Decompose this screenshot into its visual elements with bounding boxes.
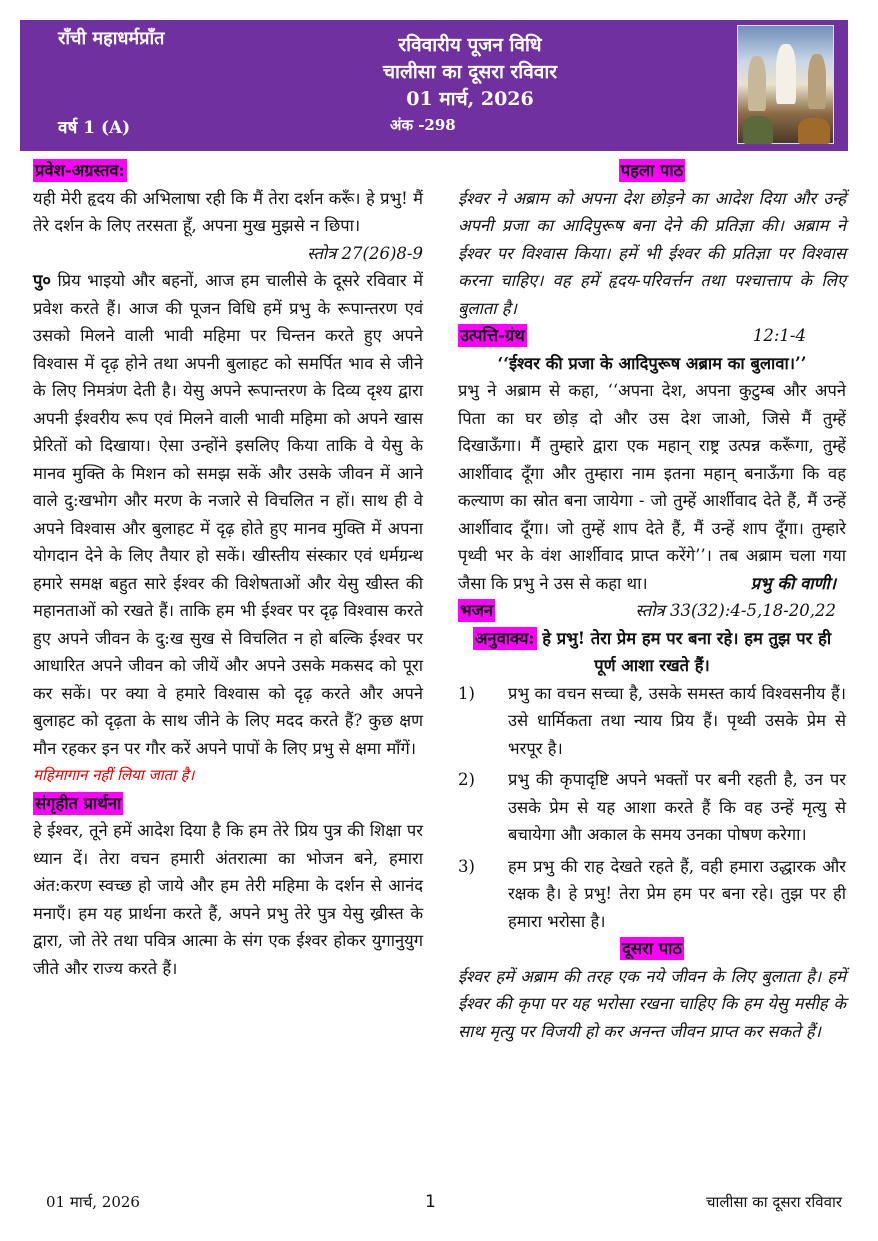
priest-label: पु०	[33, 271, 51, 290]
reading-title: ‘‘ईश्वर की प्रजा के आदिपुरूष अब्राम का बुलावा।’’	[497, 353, 807, 373]
response-label: अनुवाक्य:	[474, 628, 535, 648]
verse-text: हम प्रभु की राह देखते रहते हैं, वही हमारा उद्धारक और रक्षक है। हे प्रभु! तेरा प्रेम हम पर बना रहे। तुझ पर ही हमारा भरोसा है।	[508, 856, 846, 931]
masthead	[20, 20, 848, 151]
footer-date: 01 मार्च, 2026	[46, 1193, 140, 1211]
left-column	[33, 157, 423, 982]
verse-number: 2)	[458, 770, 475, 789]
introduction	[33, 267, 423, 762]
verse-text: प्रभु की कृपादृष्टि अपने भक्तों पर बनी रहती है, उन पर उसके प्रेम से यह आशा करते हैं कि वह उन्हें मृत्यु से बचायेगा औा अकाल के समय उनका पोषण करेगा।	[508, 770, 846, 844]
publication-title: रविवारीय पूजन विधि	[398, 34, 542, 56]
reading-text	[458, 377, 846, 597]
collect-text: हे ईश्वर, तूने हमें आदेश दिया है कि हम तेरे प्रिय पुत्र की शिक्षा पर ध्यान दें। तेरा वचन हमारी अंतरात्मा का भोजन बने, हमारा अंत:करण स्वच्छ हो जाये और हम तेरी महिमा के दर्शन से आनंद मनाएँ। हम यह प्रार्थना करते हैं, अपने प्रभु तेरे पुत्र येसु ख्रीस्त के द्वारा, जो तेरे तथा पवित्र आत्मा के संग एक ईश्वर होकर युगानुयुग जीते और राज्य करते हैं।	[33, 821, 423, 978]
psalm-verses	[458, 680, 846, 936]
second-reading-heading: दूसरा पाठ	[622, 939, 682, 958]
verse-number: 3)	[458, 856, 475, 876]
right-column	[458, 157, 846, 1045]
psalm-verse	[458, 853, 846, 936]
collect-heading: संगृहीत प्रार्थना	[35, 793, 122, 813]
entrance-ref: स्तोत्र 27(26)8-9	[307, 243, 423, 263]
page-number: 1	[425, 1192, 436, 1212]
issue-date: 01 मार्च, 2026	[406, 88, 534, 110]
footer-title: चालीसा का दूसरा रविवार	[705, 1193, 842, 1211]
gloria-note: महिमागान नहीं लिया जाता है।	[33, 766, 195, 784]
psalm-ref: स्तोत्र 33(32):4-5,18-20,22	[635, 601, 836, 620]
issue-number: अंक -298	[390, 116, 456, 134]
entrance-antiphon-heading: प्रवेश-अग्रस्तव:	[35, 161, 125, 180]
masthead-titles	[320, 32, 620, 113]
book-heading: उत्पत्ति-ग्रंथ	[460, 326, 525, 345]
psalm-verse	[458, 680, 846, 763]
psalm-verse	[458, 766, 846, 849]
transfiguration-image	[737, 25, 834, 144]
reading-body: प्रभु ने अब्राम से कहा, ‘‘अपना देश, अपना कुटुम्ब और अपने पिता का घर छोड़ दो और उस देश जाओ, जिसे मैं तुम्हें दिखाऊँगा। मैं तुम्हारे द्वारा एक महान् राष्ट्र उत्पन्न करूँगा, तुम्हें आर्शीवाद दूँगा और तुम्हारा नाम इतना महान् बनाऊँगा कि वह कल्याण का स्रोत बना जायेगा - जो तुम्हें आर्शीवाद देते हैं, मैं उन्हें आर्शीवाद दूँगा। जो तुम्हें शाप देते हैं, मैं उन्हें शाप दूँगा। तुम्हारे पृथ्वी भर के वंश आर्शीवाद प्राप्त करेंगे’’। तब अब्राम चला गया जैसा कि प्रभु ने उस से कहा था।	[458, 381, 846, 593]
introduction-text: प्रिय भाइयो और बहनों, आज हम चालीसे के दूसरे रविवार में प्रवेश करते हैं। आज की पूजन विधि हमें प्रभु के रूपान्तरण एवं उसको मिलने वाली भावी महिमा पर चिन्तन करते हुए अपने विश्वास में दृढ़ होने तथा अपनी बुलाहट को समर्पित भाव से जीने के लिए निमत्रंण देती है। येसु अपने रूपान्तरण के दिव्य दृश्य द्वारा अपनी ईश्वरीय रूप एवं मिलने वाली भावी महिमा को अपने खास प्रेरितों को दिखाया। ऐसा उन्होंने इसलिए किया ताकि वे येसु के मानव मुक्ति के मिशन को समझ सकें और उसके जीवन में आने वाले दु:खभोग और मरण के नजारे से विचलित न हों। साथ ही वे अपने विश्वास और बुलाहट में दृढ़ होते हुए मानव मुक्ति में अपना योगदान देने के लिए तैयार हो सकें। खीस्तीय संस्कार एवं धर्मग्रन्थ हमारे समक्ष बहुत सारे ईश्वर की विशेषताओं और येसु खीस्त की महानताओं को रखते हैं। ताकि हम भी ईश्वर पर दृढ़ विश्वास करते हुए अपने जीवन के दु:ख सुख से विचलित न हो बल्कि ईश्वर पर आधारित अपने जीवन को जीयें और अपने उसके मकसद को पूरा कर सकें। पर क्या वे हमारे विश्वास को दृढ़ करते और अपने बुलाहट को दृढ़ता के साथ जीने के लिए मदद करते हैं? कुछ क्षण मौन रहकर इन पर गौर करें अपने पापों के लिए प्रभु से क्षमा माँगें।	[33, 271, 423, 758]
psalm-heading: भजन	[460, 601, 493, 620]
word-of-lord: प्रभु की वाणी।	[750, 573, 836, 593]
psalm-response	[458, 625, 846, 680]
diocese-name: राँची महाधर्मप्राँत	[58, 28, 165, 49]
verse-number: 1)	[458, 683, 475, 703]
first-reading-heading: पहला पाठ	[620, 161, 684, 180]
entrance-antiphon-text	[33, 185, 423, 263]
entrance-text: यही मेरी हृदय की अभिलाषा रही कि मैं तेरा दर्शन करूँ। हे प्रभु! मैं तेरे दर्शन के लिए तरसता हूँ, अपना मुख मुझसे न छिपा।	[33, 188, 423, 235]
verse-text: प्रभु का वचन सच्चा है, उसके समस्त कार्य विश्वसनीय हैं। उसे धार्मिकता तथा न्याय प्रिय हैं। पृथ्वी उसके प्रेम से भरपूर है।	[508, 683, 846, 758]
book-ref: 12:1-4	[752, 326, 806, 345]
liturgical-year: वर्ष 1 (A)	[58, 118, 131, 138]
second-reading-intro: ईश्वर हमें अब्राम की तरह एक नये जीवन के लिए बुलाता है। हमें ईश्वर की कृपा पर यह भरोसा रखना चाहिए कि हम येसु मसीह के साथ मृत्यु पर विजयी हो कर अनन्त जीवन प्राप्त कर सकते हैं।	[458, 966, 846, 1041]
sunday-title: चालीसा का दूसरा रविवार	[382, 61, 558, 83]
first-reading-intro: ईश्वर ने अब्राम को अपना देश छोड़ने का आदेश दिया और उन्हें अपनी प्रजा का आदिपुरूष बना देने की प्रतिज्ञा की। अब्राम ने ईश्वर पर विश्वास किया। हमें भी ईश्वर की प्रतिज्ञा पर विश्वास करना चाहिए। वह हमें हृदय-परिवर्त्तन तथा पश्चात्ताप के लिए बुलाता है।	[458, 188, 846, 318]
response-text: हे प्रभु! तेरा प्रेम हम पर बना रहे। हम तुझ पर ही पूर्ण आशा रखते हैं।	[542, 628, 832, 675]
